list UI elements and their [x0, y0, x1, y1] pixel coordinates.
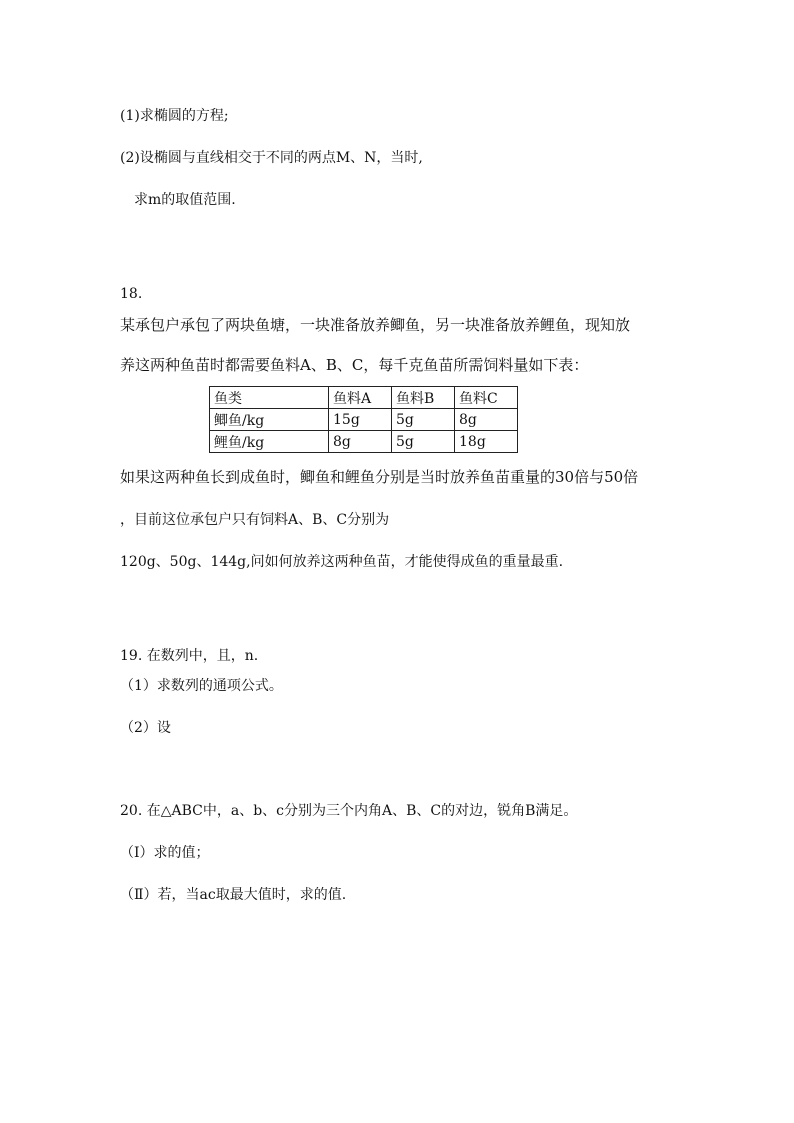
q17-part2: (2)设椭圆与直线相交于不同的两点M、N，当时,	[120, 150, 423, 166]
q18-text-line2: 养这两种鱼苗时都需要鱼料A、B、C，每千克鱼苗所需饲料量如下表：	[120, 356, 589, 374]
feed-table	[209, 386, 518, 453]
q20-stem: 20. 在△ABC中，a、b、c分别为三个内角A、B、C的对边，锐角B满足。	[120, 803, 578, 819]
table-header-cell: 鱼料A	[329, 387, 392, 409]
table-cell: 鲤鱼/kg	[210, 431, 329, 453]
table-cell: 鲫鱼/kg	[210, 409, 329, 431]
table-row	[210, 431, 518, 453]
q19-part2: （2）设	[120, 720, 171, 736]
table-header-cell: 鱼类	[210, 387, 329, 409]
table-cell: 8g	[455, 409, 518, 431]
q17-part1: (1)求椭圆的方程;	[120, 108, 229, 124]
q18-text-line4: ，目前这位承包户只有饲料A、B、C分别为	[120, 512, 390, 528]
table-cell: 15g	[329, 409, 392, 431]
q18-number: 18.	[120, 286, 143, 302]
q19-part1: （1）求数列的通项公式。	[120, 678, 283, 694]
q18-text-line1: 某承包户承包了两块鱼塘，一块准备放养鲫鱼，另一块准备放养鲤鱼，现知放	[120, 316, 631, 334]
q18-text-line3: 如果这两种鱼长到成鱼时，鲫鱼和鲤鱼分别是当时放养鱼苗重量的30倍与50倍	[120, 468, 639, 486]
table-cell: 5g	[392, 431, 455, 453]
table-header-row	[210, 387, 518, 409]
table-header-cell: 鱼料C	[455, 387, 518, 409]
q19-stem: 19. 在数列中，且，n.	[120, 648, 259, 664]
q17-part2-continued: 求m的取值范围.	[134, 192, 236, 208]
table-cell: 18g	[455, 431, 518, 453]
table-row	[210, 409, 518, 431]
table-header-cell: 鱼料B	[392, 387, 455, 409]
q18-text-line5: 120g、50g、144g,问如何放养这两种鱼苗，才能使得成鱼的重量最重.	[120, 554, 564, 570]
table-cell: 5g	[392, 409, 455, 431]
q20-part2: （Ⅱ）若，当ac取最大值时，求的值.	[120, 887, 347, 903]
table-cell: 8g	[329, 431, 392, 453]
q20-part1: （Ⅰ）求的值；	[120, 845, 210, 861]
